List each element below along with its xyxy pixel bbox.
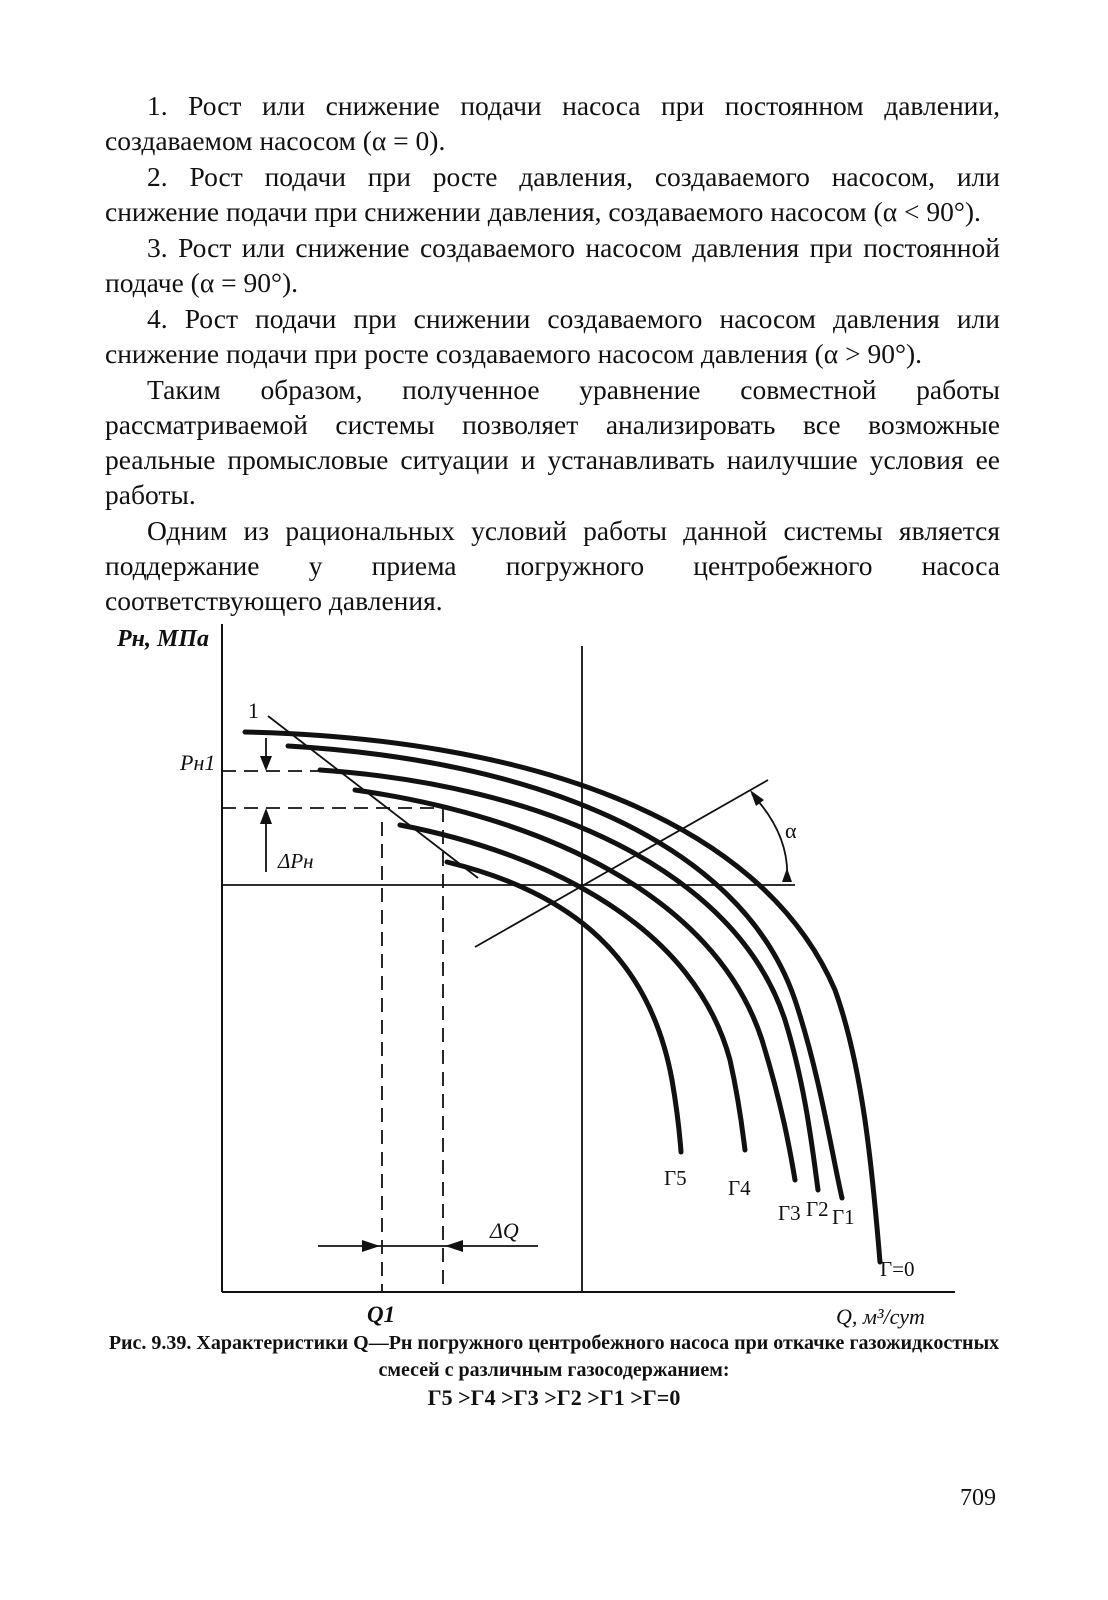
- paragraph-case-1: 1. Рост или снижение подачи насоса при постоянном давлении, создаваемом насосом (α = 0).: [105, 90, 1000, 156]
- alpha-label: α: [785, 818, 797, 843]
- x-axis-label: Q, м³/сут: [836, 1304, 925, 1329]
- delta-q-label: ΔQ: [490, 1218, 519, 1243]
- delta-q-arrow-right: [362, 1240, 380, 1252]
- curve-label-g0: Г=0: [880, 1257, 915, 1281]
- line-1-label: 1: [248, 698, 259, 723]
- curve-label-g1: Г1: [832, 1205, 855, 1229]
- q1-label: Q1: [367, 1302, 396, 1327]
- curve-label-g3: Г3: [778, 1201, 801, 1225]
- paragraph-conclusion: Таким образом, полученное уравнение совместной работы рассматриваемой системы позволяет анализировать все возможные реальные промысловые ситуации и устанавливать наилучшие условия ее работы.: [105, 374, 1000, 510]
- curve-g1: [288, 746, 842, 1198]
- curve-g0: [245, 732, 880, 1262]
- paragraph-case-3: 3. Рост или снижение создаваемого насосом давления при постоянной подаче (α = 90°).: [105, 232, 1000, 298]
- page-number: 709: [960, 1485, 996, 1511]
- delta-p-arrow-down: [260, 756, 272, 771]
- curve-label-g5: Г5: [664, 1166, 687, 1190]
- alpha-arc: [752, 794, 787, 880]
- delta-p-arrow-up: [260, 808, 272, 824]
- y-axis-label: Pн, МПа: [117, 626, 209, 652]
- figure-caption: [100, 1330, 1008, 1411]
- caption-gas-order: Г5 >Г4 >Г3 >Г2 >Г1 >Г=0: [427, 1385, 681, 1410]
- curve-g4: [400, 825, 745, 1150]
- delta-q-arrow-left: [445, 1240, 463, 1252]
- alpha-arrow-bottom: [782, 868, 792, 882]
- alpha-arrow-top: [750, 790, 764, 806]
- caption-title: Рис. 9.39. Характеристики Q—Pн погружного центробежного насоса при откачке газожидкостных смесей с различным газосодержанием:: [108, 1332, 1000, 1381]
- paragraph-case-4: 4. Рост подачи при снижении создаваемого насосом давления или снижение подачи при росте создаваемого насосом давления (α > 90°).: [105, 303, 1000, 369]
- delta-p-label: ΔPн: [278, 849, 314, 873]
- paragraph-condition: Одним из рациональных условий работы данной системы является поддержание у приема погружного центробежного насоса соответствующего давления.: [105, 515, 1000, 616]
- paragraph-case-2: 2. Рост подачи при росте давления, создаваемого насосом, или снижение подачи при снижении давления, создаваемого насосом (α < 90°).: [105, 161, 1000, 227]
- curve-label-g2: Г2: [806, 1197, 829, 1221]
- p1-label: Pн1: [180, 750, 216, 775]
- body-text: [105, 88, 1000, 619]
- curve-g5: [447, 862, 681, 1152]
- figure-drawing: [0, 610, 1108, 1330]
- curve-g3: [355, 790, 795, 1180]
- curve-label-g4: Г4: [728, 1176, 751, 1200]
- figure-pump-characteristics: [0, 610, 1108, 1330]
